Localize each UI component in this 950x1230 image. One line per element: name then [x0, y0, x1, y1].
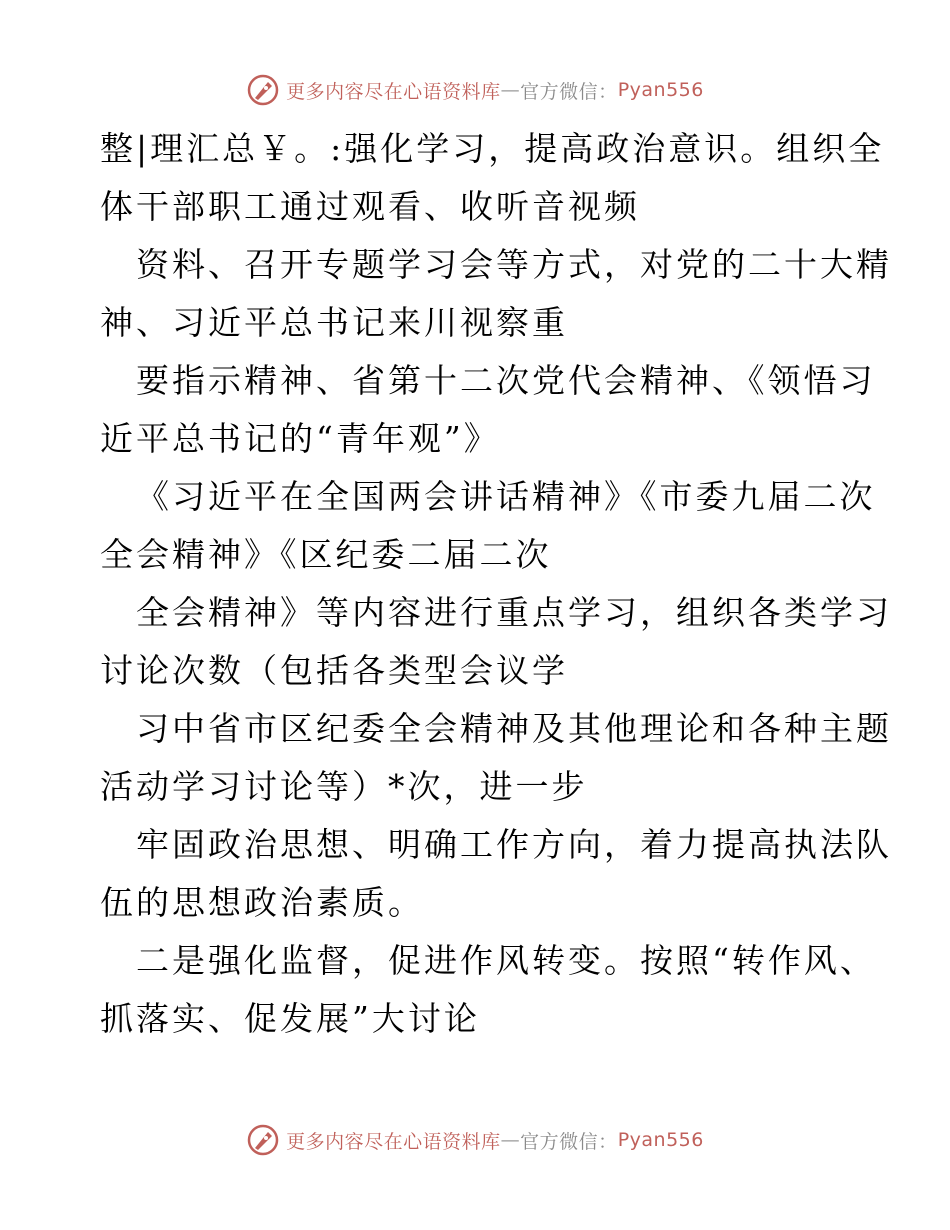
- header-watermark: [0, 70, 950, 110]
- pen-nib-logo-icon: [246, 73, 280, 107]
- watermark-label: 官方微信：: [520, 1130, 618, 1153]
- watermark-text: 更多内容尽在心语资料库: [286, 80, 501, 103]
- text-line: 伍的思想政治素质。: [100, 883, 424, 922]
- watermark-label: 官方微信：: [520, 80, 618, 103]
- text-line: 神、习近平总书记来川视察重: [100, 303, 568, 342]
- pen-nib-logo-icon: [246, 1123, 280, 1157]
- watermark-wechat-id: Pyan556: [617, 79, 704, 101]
- watermark-text: 更多内容尽在心语资料库: [286, 1130, 501, 1153]
- text-line: 要指示精神、省第十二次党代会精神、《领悟习: [136, 361, 876, 400]
- text-line: 抓落实、促发展”大讨论: [100, 999, 480, 1038]
- watermark-separator: —: [500, 79, 521, 101]
- text-line: 体干部职工通过观看、收听音视频: [100, 187, 640, 226]
- text-line: 资料、召开专题学习会等方式，对党的二十大精: [136, 245, 892, 284]
- text-line: 二是强化监督，促进作风转变。按照“转作风、: [136, 941, 876, 980]
- text-line: 习中省市区纪委全会精神及其他理论和各种主题: [136, 709, 892, 748]
- footer-watermark: [0, 1120, 950, 1160]
- watermark-separator: —: [500, 1129, 521, 1151]
- text-line: 整|理汇总￥。:强化学习，提高政治意识。组织全: [100, 129, 885, 168]
- text-line: 活动学习讨论等）*次，进一步: [100, 767, 588, 806]
- text-line: 牢固政治思想、明确工作方向，着力提高执法队: [136, 825, 892, 864]
- document-body: [100, 120, 892, 1048]
- text-line: 全会精神》等内容进行重点学习，组织各类学习: [136, 593, 892, 632]
- watermark-wechat-id: Pyan556: [617, 1129, 704, 1151]
- text-line: 全会精神》《区纪委二届二次: [100, 535, 552, 574]
- text-line: 近平总书记的“青年观”》: [100, 419, 500, 458]
- text-line: 讨论次数（包括各类型会议学: [100, 651, 568, 690]
- text-line: 《习近平在全国两会讲话精神》《市委九届二次: [136, 477, 876, 516]
